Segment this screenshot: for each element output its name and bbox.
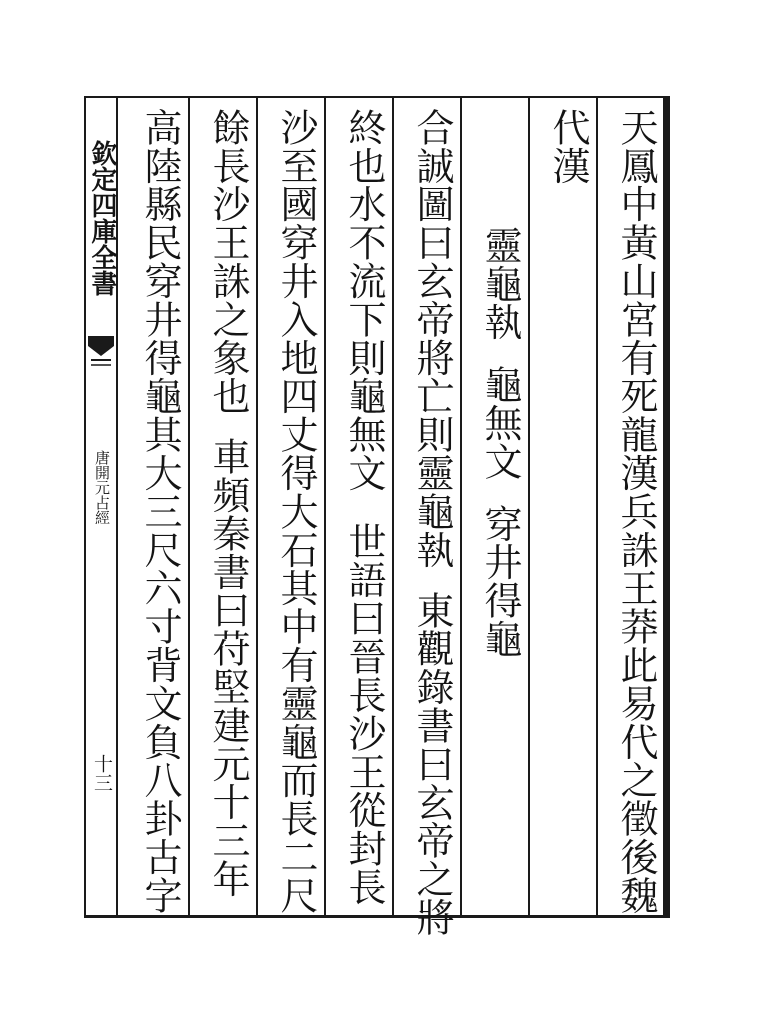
text-segment: 世語曰晉長沙王從封長 [342,522,386,906]
column-rule [324,96,326,918]
book-title: 欽定四庫全書 [87,140,117,296]
text-segment: 高陸縣民穿井得龜其大三尺六寸背文負八卦古字 [138,108,182,915]
text-segment: 穿井得龜 [478,504,522,659]
column-rule [256,96,258,918]
text-column-8 [134,108,186,915]
column-rule [528,96,530,918]
text-column-4 [406,108,458,937]
text-column-5 [338,108,390,908]
column-rule [392,96,394,918]
column-rule [460,96,462,918]
page-number: 十三 [91,754,113,792]
text-segment: 龜無文 [478,365,522,481]
fishtail-mark-icon [86,332,116,372]
text-segment: 終也水不流下則龜無文 [342,108,386,492]
text-column-6 [270,108,322,915]
text-segment: 代漢 [546,108,590,185]
column-rule [596,96,598,918]
text-segment: 天鳳中黃山宮有死龍漢兵誅王莽此易代之徵後魏 [614,108,658,915]
text-segment: 沙至國穿井入地四丈得大石其中有靈龜而長二尺 [274,108,318,915]
text-segment: 靈龜執 [478,226,522,342]
text-segment: 合誠圖曰玄帝將亡則靈龜執 [410,108,454,569]
text-column-2 [542,108,594,908]
text-segment: 餘長沙王誅之象也 [206,108,250,416]
text-column-3 [474,108,526,1024]
column-rule [188,96,190,918]
volume-title: 唐開元占經 [93,449,111,525]
text-segment: 車頻秦書曰苻堅建元十三年 [206,437,250,899]
text-segment: 東觀錄書曰玄帝之將 [410,590,454,937]
text-column-1 [610,108,662,915]
text-column-7 [202,108,254,908]
